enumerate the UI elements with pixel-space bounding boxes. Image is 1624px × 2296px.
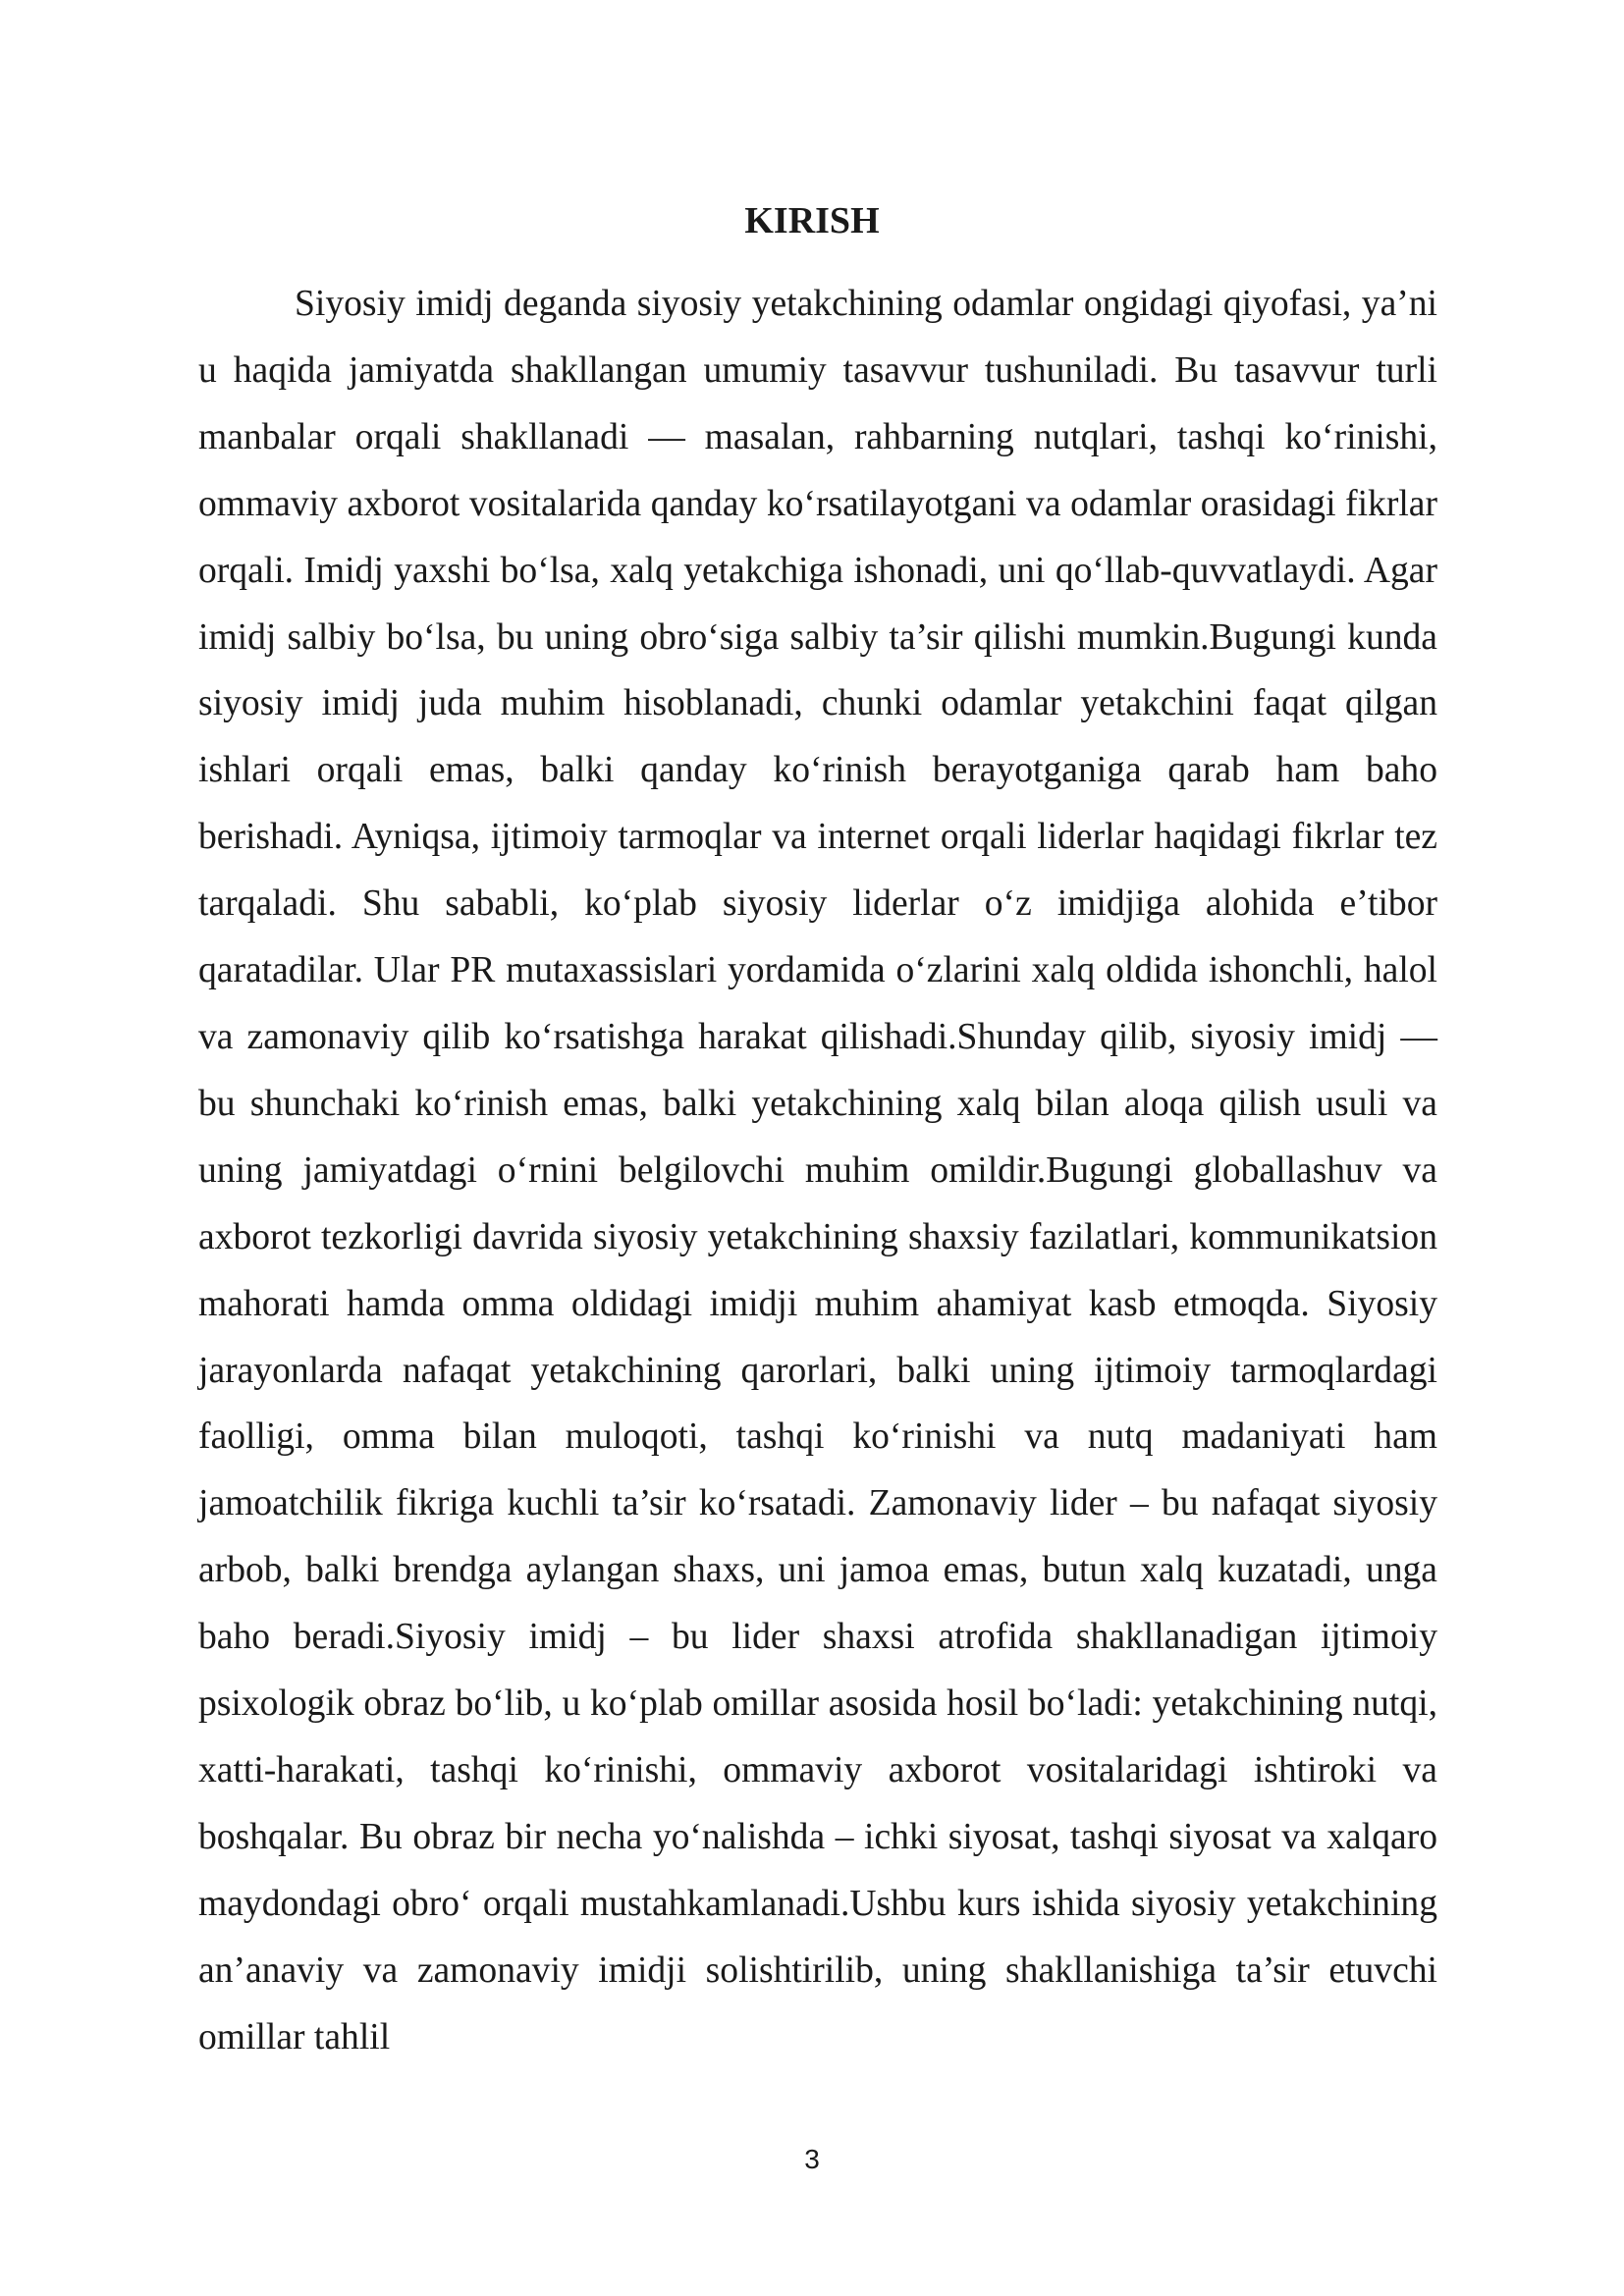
section-heading: KIRISH bbox=[744, 200, 880, 241]
page-number: 3 bbox=[804, 2144, 820, 2174]
body-paragraph: Siyosiy imidj deganda siyosiy yetakchining odamlar ongidagi qiyofasi, ya’ni u haqida jamiyatda shakllangan umumiy tasavvur tushuniladi. Bu tasavvur turli manbalar orqali shakllanadi — masalan, rahbarning nutqlari, tashqi ko‘rinishi, ommaviy axborot vositalarida qanday ko‘rsatilayotgani va odamlar orasidagi fikrlar orqali. Imidj yaxshi bo‘lsa, xalq yetakchiga ishonadi, uni qo‘llab-quvvatlaydi. Agar imidj salbiy bo‘lsa, bu uning obro‘siga salbiy ta’sir qilishi mumkin.Bugungi kunda siyosiy imidj juda muhim hisoblanadi, chunki odamlar yetakchini faqat qilgan ishlari orqali emas, balki qanday ko‘rinish berayotganiga qarab ham baho berishadi. Ayniqsa, ijtimoiy tarmoqlar va internet orqali liderlar haqidagi fikrlar tez tarqaladi. Shu sababli, ko‘plab siyosiy liderlar o‘z imidjiga alohida e’tibor qaratadilar. Ular PR mutaxassislari yordamida o‘zlarini xalq oldida ishonchli, halol va zamonaviy qilib ko‘rsatishga harakat qilishadi.Shunday qilib, siyosiy imidj — bu shunchaki ko‘rinish emas, balki yetakchining xalq bilan aloqa qilish usuli va uning jamiyatdagi o‘rnini belgilovchi muhim omildir.Bugungi globallashuv va axborot tezkorligi davrida siyosiy yetakchining shaxsiy fazilatlari, kommunikatsion mahorati hamda omma oldidagi imidji muhim ahamiyat kasb etmoqda. Siyosiy jarayonlarda nafaqat yetakchining qarorlari, balki uning ijtimoiy tarmoqlardagi faolligi, omma bilan muloqoti, tashqi ko‘rinishi va nutq madaniyati ham jamoatchilik fikriga kuchli ta’sir ko‘rsatadi. Zamonaviy lider – bu nafaqat siyosiy arbob, balki brendga aylangan shaxs, uni jamoa emas, butun xalq kuzatadi, unga baho beradi.Siyosiy imidj – bu lider shaxsi atrofida shakllanadigan ijtimoiy psixologik obraz bo‘lib, u ko‘plab omillar asosida hosil bo‘ladi: yetakchining nutqi, xatti-harakati, tashqi ko‘rinishi, ommaviy axborot vositalaridagi ishtiroki va boshqalar. Bu obraz bir necha yo‘nalishda – ichki siyosat, tashqi siyosat va xalqaro maydondagi obro‘ orqali mustahkamlanadi.Ushbu kurs ishida siyosiy yetakchining an’anaviy va zamonaviy imidji solishtirilib, uning shakllanishiga ta’sir etuvchi omillar tahlil bbox=[198, 284, 1437, 2057]
